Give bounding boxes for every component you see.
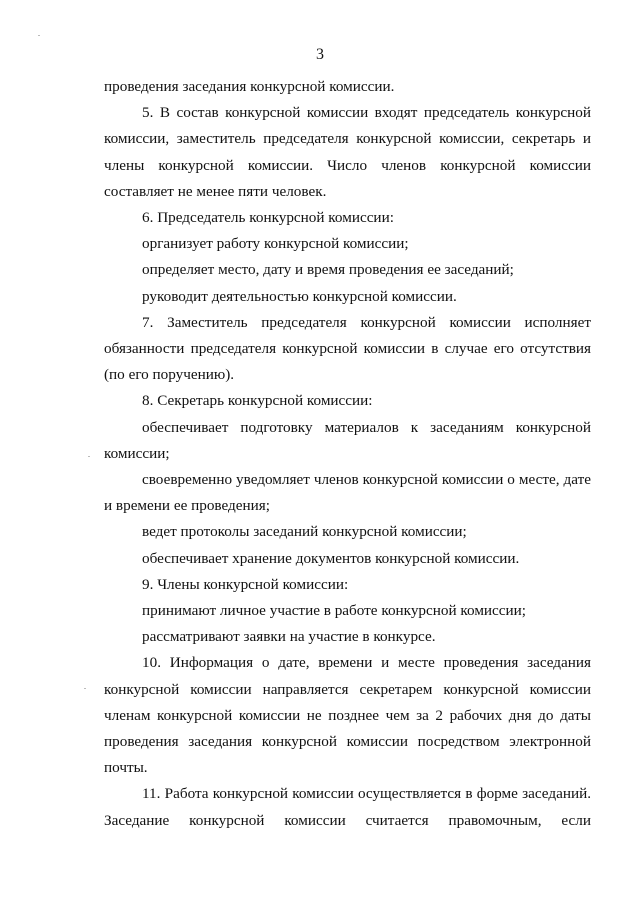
paragraph: обеспечивает хранение документов конкурсной комиссии. xyxy=(142,549,520,567)
paragraph: обеспечивает подготовку материалов к заседаниям конкурсной комиссии; xyxy=(104,418,591,462)
paragraph: проведения заседания конкурсной комиссии. xyxy=(104,78,395,95)
paragraph: своевременно уведомляет членов конкурсной комиссии о месте, дате и времени ее проведения; xyxy=(104,471,591,515)
paragraph: руководит деятельностью конкурсной комиссии. xyxy=(142,287,457,305)
paragraph: 5. В состав конкурсной комиссии входят председатель конкурсной комиссии, заместитель председателя конкурсной комиссии, секретарь и члены конкурсной комиссии. Число членов конкурсной комиссии составляет не менее пяти человек. xyxy=(104,104,591,200)
page-number: 3 xyxy=(316,46,324,63)
paragraph: 11. Работа конкурсной комиссии осуществляется в форме заседаний. Заседание конкурсной комиссии считается правомочным, если xyxy=(104,785,591,829)
document-body xyxy=(104,74,591,834)
paragraph: 8. Секретарь конкурсной комиссии: xyxy=(142,392,373,410)
scan-speck xyxy=(84,688,86,689)
scan-speck xyxy=(88,456,90,457)
paragraph: 9. Члены конкурсной комиссии: xyxy=(142,575,349,593)
paragraph: принимают личное участие в работе конкурсной комиссии; xyxy=(142,602,527,620)
paragraph: ведет протоколы заседаний конкурсной комиссии; xyxy=(142,523,467,541)
paragraph: организует работу конкурсной комиссии; xyxy=(142,235,409,253)
paragraph: определяет место, дату и время проведения ее заседаний; xyxy=(142,261,514,279)
paragraph: 7. Заместитель председателя конкурсной комиссии исполняет обязанности председателя конкурсной комиссии в случае его отсутствия (по его поручению). xyxy=(104,313,591,384)
scan-speck xyxy=(38,35,40,36)
paragraph: рассматривают заявки на участие в конкурсе. xyxy=(142,628,436,646)
paragraph: 10. Информация о дате, времени и месте проведения заседания конкурсной комиссии направляется секретарем конкурсной комиссии членам конкурсной комиссии не позднее чем за 2 рабочих дня до даты проведения заседания конкурсной комиссии посредством электронной почты. xyxy=(104,654,591,777)
paragraph: 6. Председатель конкурсной комиссии: xyxy=(142,209,394,227)
